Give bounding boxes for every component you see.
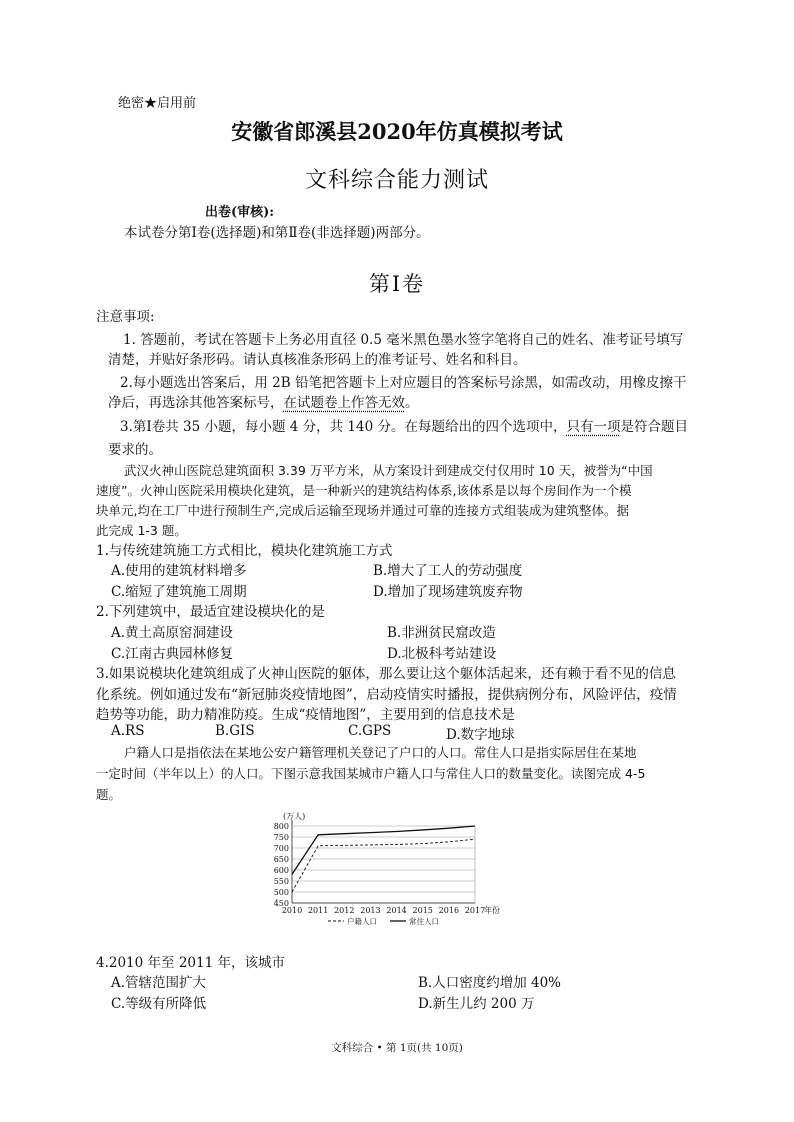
confidential-label: 绝密★启用前 bbox=[118, 96, 197, 111]
question-3-option-a: A.RS bbox=[111, 723, 145, 739]
question-1-stem: 1.与传统建筑施工方式相比，模块化建筑施工方式 bbox=[96, 543, 393, 559]
y-axis-label: (万人) bbox=[283, 812, 306, 821]
passage-1-line-3: 块单元,均在工厂中进行预制生产,完成后运输至现场并通过可靠的连接方式组装成为建筑整体。据 bbox=[96, 503, 629, 518]
exam-subtitle: 文科综合能力测试 bbox=[304, 168, 489, 193]
note-1-line-2: 清楚，并贴好条形码。请认真核准条形码上的准考证号、姓名和科目。 bbox=[108, 352, 527, 368]
question-3-option-d: D.数字地球 bbox=[446, 727, 515, 743]
question-3-line-1: 3.如果说模块化建筑组成了火神山医院的躯体，那么要让这个躯体活起来，还有赖于看不见的信息 bbox=[96, 666, 676, 682]
question-2-option-d: D.北极科考站建设 bbox=[387, 646, 497, 662]
note-3-line-2: 要求的。 bbox=[108, 442, 162, 458]
question-3-option-c: C.GPS bbox=[348, 723, 392, 739]
note-3-plain: 3.第Ⅰ卷共 35 小题，每小题 4 分，共 140 分。在每题给出的四个选项中， bbox=[120, 419, 567, 435]
question-1-option-c: C.缩短了建筑施工周期 bbox=[111, 584, 247, 600]
x-tick-label: 2014 bbox=[386, 906, 407, 915]
question-3-option-b: B.GIS bbox=[215, 723, 255, 739]
question-4-option-d: D.新生儿约 200 万 bbox=[418, 996, 535, 1012]
note-3-emphasis: 只有一项 bbox=[566, 419, 621, 435]
note-2-plain: 净后，再选涂其他答案标号， bbox=[108, 395, 284, 411]
question-1-option-d: D.增加了现场建筑废弃物 bbox=[373, 584, 523, 600]
x-tick-label: 2011 bbox=[307, 906, 329, 915]
x-tick-label: 2012 bbox=[334, 906, 355, 915]
legend-label: 户籍人口 bbox=[347, 917, 377, 926]
question-2-stem: 2.下列建筑中，最适宜建设模块化的是 bbox=[96, 604, 325, 620]
y-tick-label: 600 bbox=[273, 866, 289, 875]
y-tick-label: 750 bbox=[273, 833, 289, 842]
notes-heading: 注意事项: bbox=[96, 309, 155, 325]
part-heading: 第Ⅰ卷 bbox=[368, 272, 426, 296]
x-tick-label: 2016 bbox=[438, 906, 460, 915]
author-line: 出卷(审核): bbox=[205, 205, 275, 220]
note-2-line-2 bbox=[108, 391, 419, 411]
x-tick-label: 2010 bbox=[281, 906, 303, 915]
passage-1-line-4: 此完成 1-3 题。 bbox=[96, 523, 187, 538]
question-1-option-a: A.使用的建筑材料增多 bbox=[111, 563, 247, 579]
question-2-option-b: B.非洲贫民窟改造 bbox=[387, 625, 496, 641]
series-line-1 bbox=[292, 826, 475, 874]
question-2-option-a: A.黄土高原窑洞建设 bbox=[111, 625, 234, 641]
question-4-option-b: B.人口密度约增加 40% bbox=[418, 975, 562, 991]
note-2-emphasis: 在试题卷上作答无效 bbox=[283, 395, 405, 411]
question-4-option-a: A.管辖范围扩大 bbox=[111, 975, 207, 991]
note-2-line-1: 2.每小题选出答案后，用 2B 铅笔把答题卡上对应题目的答案标号涂黑，如需改动，用橡皮擦干 bbox=[120, 375, 687, 391]
exam-title: 安徽省郎溪县2020年仿真模拟考试 bbox=[231, 119, 563, 144]
intro-line: 本试卷分第Ⅰ卷(选择题)和第Ⅱ卷(非选择题)两部分。 bbox=[124, 225, 430, 241]
legend-label: 常住人口 bbox=[409, 917, 439, 926]
y-tick-label: 650 bbox=[273, 855, 289, 864]
question-3-line-2: 化系统。例如通过发布“新冠肺炎疫情地图”，启动疫情实时播报，提供病例分布，风险评估，疫情 bbox=[96, 687, 677, 703]
note-1-line-1: 1. 答题前，考试在答题卡上务必用直径 0.5 毫米黑色墨水签字笔将自己的姓名、准考证号填写 bbox=[123, 332, 684, 348]
x-tick-label: 2013 bbox=[360, 906, 381, 915]
note-3-end: 是符合题目 bbox=[620, 419, 688, 435]
y-tick-label: 800 bbox=[273, 822, 289, 831]
question-4-option-c: C.等级有所降低 bbox=[111, 996, 207, 1012]
y-tick-label: 500 bbox=[273, 888, 289, 897]
question-4-stem: 4.2010 年至 2011 年，该城市 bbox=[96, 955, 285, 971]
page-footer: 文科综合 • 第 1页(共 10页) bbox=[331, 1042, 463, 1054]
passage-1-line-1: 武汉火神山医院总建筑面积 3.39 万平方米，从方案设计到建成交付仅用时 10 天，被誉为“中国 bbox=[124, 463, 653, 478]
passage-2-line-2: 一定时间（半年以上）的人口。下图示意我国某城市户籍人口与常住人口的数量变化。读图完成 4-5 bbox=[96, 766, 646, 781]
series-line-0 bbox=[292, 839, 475, 892]
x-tick-label: 2015 bbox=[412, 906, 433, 915]
y-tick-label: 700 bbox=[273, 844, 289, 853]
note-2-end: 。 bbox=[405, 395, 419, 411]
question-2-option-c: C.江南古典园林修复 bbox=[111, 646, 234, 662]
passage-2-line-3: 题。 bbox=[96, 787, 122, 802]
question-1-option-b: B.增大了工人的劳动强度 bbox=[373, 563, 523, 579]
population-line-chart bbox=[250, 808, 510, 930]
y-tick-label: 450 bbox=[273, 899, 289, 908]
passage-1-line-2: 速度”。火神山医院采用模块化建筑，是一种新兴的建筑结构体系,该体系是以每个房间作为一个模 bbox=[96, 483, 632, 498]
note-3-line-1 bbox=[120, 415, 688, 435]
passage-2-line-1: 户籍人口是指依法在某地公安户籍管理机关登记了户口的人口。常住人口是指实际居住在某地 bbox=[124, 745, 637, 760]
question-3-line-3: 趋势等功能，助力精准防疫。生成“疫情地图”，主要用到的信息技术是 bbox=[96, 707, 515, 723]
x-tick-label: 2017 bbox=[464, 906, 486, 915]
x-axis-label: 年份 bbox=[484, 906, 500, 915]
y-tick-label: 550 bbox=[273, 877, 289, 886]
